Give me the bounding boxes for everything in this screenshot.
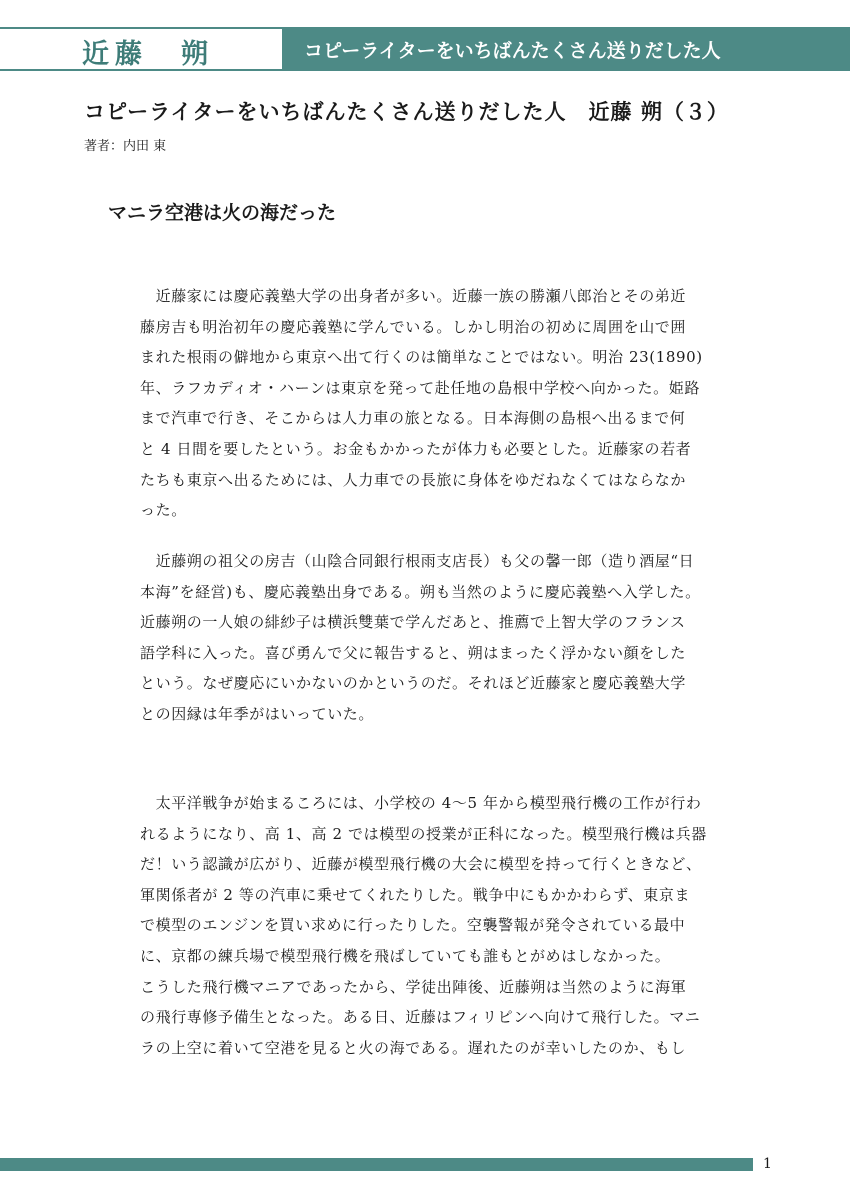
text-line: 近藤朔の一人娘の緋紗子は横浜雙葉で学んだあと、推薦で上智大学のフランス xyxy=(140,613,686,632)
text-line: で模型のエンジンを買い求めに行ったりした。空襲警報が発令されている最中 xyxy=(140,916,686,935)
text-line: った。 xyxy=(140,501,187,520)
text-line: たちも東京へ出るためには、人力車での長旅に身体をゆだねなくてはならなか xyxy=(140,470,687,489)
text-line: 藤房吉も明治初年の慶応義塾に学んでいる。しかし明治の初めに周囲を山で囲 xyxy=(140,317,687,336)
text-line: れるようになり、高 1、高 2 では模型の授業が正科になった。模型飛行機は兵器 xyxy=(140,824,707,843)
text-line: まれた根雨の僻地から東京へ出て行くのは簡単なことではない。明治 23(1890) xyxy=(140,348,703,367)
paragraph-1 xyxy=(140,281,760,526)
author-line: 著者：内田 東 xyxy=(84,139,167,154)
text-line: こうした飛行機マニアであったから、学徒出陣後、近藤朔は当然のように海軍 xyxy=(140,977,687,996)
text-line: の飛行専修予備生となった。ある日、近藤はフィリピンへ向けて飛行した。マニ xyxy=(140,1008,701,1027)
text-line: だ！いう認識が広がり、近藤が模型飛行機の大会に模型を持って行くときなど、 xyxy=(140,855,702,874)
header-series-panel xyxy=(282,27,850,71)
footer-bar xyxy=(0,1158,753,1171)
text-line: 軍関係者が 2 等の汽車に乗せてくれたりした。戦争中にもかかわらず、東京ま xyxy=(140,885,691,904)
text-line: 本海”を経営)も、慶応義塾出身である。朔も当然のように慶応義塾へ入学した。 xyxy=(140,582,701,601)
text-line: という。なぜ慶応にいかないのかというのだ。それほど近藤家と慶応義塾大学 xyxy=(140,674,687,693)
text-line: 近藤家には慶応義塾大学の出身者が多い。近藤一族の勝瀬八郎治とその弟近 xyxy=(140,287,687,305)
text-line: との因縁は年季がはいっていた。 xyxy=(140,704,375,723)
text-line: まで汽車で行き、そこからは人力車の旅となる。日本海側の島根へ出るまで何 xyxy=(140,409,686,428)
section-heading: マニラ空港は火の海だった xyxy=(108,202,337,224)
text-line: と 4 日間を要したという。お金もかかったが体力も必要とした。近藤家の若者 xyxy=(140,439,692,458)
header-author-name: 近藤 朔 xyxy=(82,39,214,70)
text-line: に、京都の練兵場で模型飛行機を飛ばしていても誰もとがめはしなかった。 xyxy=(140,946,671,965)
text-line: 語学科に入った。喜び勇んで父に報告すると、朔はまったく浮かない顔をした xyxy=(140,643,687,662)
text-line: 太平洋戦争が始まるころには、小学校の 4～5 年から模型飛行機の工作が行わ xyxy=(140,794,702,812)
header-name-panel xyxy=(0,27,282,71)
page-title: コピーライターをいちばんたくさん送りだした人 近藤 朔（３） xyxy=(84,99,729,124)
text-line: ラの上空に着いて空港を見ると火の海である。遅れたのが幸いしたのか、もし xyxy=(140,1038,687,1057)
text-line: 近藤朔の祖父の房吉（山陰合同銀行根雨支店長）も父の馨一郎（造り酒屋“日 xyxy=(140,552,695,570)
header-band xyxy=(0,27,850,71)
text-line: 年、ラフカディオ・ハーンは東京を発って赴任地の島根中学校へ向かった。姫路 xyxy=(140,378,700,397)
paragraph-2 xyxy=(140,546,760,730)
page-number: 1 xyxy=(763,1156,772,1172)
paragraph-3 xyxy=(140,788,760,1063)
header-series-title: コピーライターをいちばんたくさん送りだした人 xyxy=(304,40,721,62)
